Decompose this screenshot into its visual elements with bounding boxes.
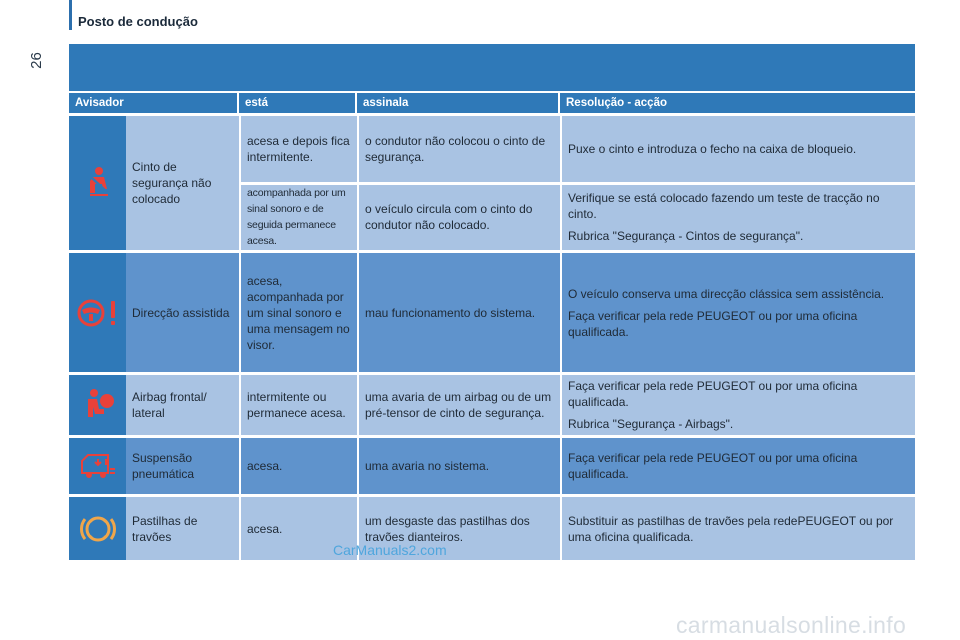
warning-name: Suspensão pneumática xyxy=(126,438,239,494)
watermark-link[interactable]: CarManuals2.com xyxy=(333,542,447,558)
state-cell: acesa. xyxy=(239,497,357,560)
table-header xyxy=(69,93,915,113)
resolution-text: Rubrica "Segurança - Cintos de segurança". xyxy=(568,229,804,244)
warning-name: Airbag frontal/ lateral xyxy=(126,375,239,435)
column-header-assinala: assinala xyxy=(357,93,560,113)
resolution-cell xyxy=(560,253,915,372)
brake-pads-icon xyxy=(69,497,126,560)
warning-name: Direcção assistida xyxy=(126,253,239,372)
state-cell: acompanhada por um sinal sonoro e de seguida permanece acesa. xyxy=(239,185,357,251)
resolution-text: O veículo conserva uma direcção clássica sem assistência. xyxy=(568,286,885,301)
signals-cell: o condutor não colocou o cinto de segurança. xyxy=(357,116,560,182)
power-steering-icon xyxy=(69,253,126,372)
table-row xyxy=(239,375,915,435)
signals-cell: o veículo circula com o cinto do condutor não colocado. xyxy=(357,185,560,251)
resolution-text: Faça verificar pela rede PEUGEOT ou por uma oficina qualificada. xyxy=(568,451,858,481)
resolution-text: Faça verificar pela rede PEUGEOT ou por uma oficina qualificada. xyxy=(568,308,858,339)
signals-cell: um desgaste das pastilhas dos travões dianteiros. xyxy=(357,497,560,560)
resolution-cell xyxy=(560,497,915,560)
table-row-group xyxy=(69,438,915,494)
resolution-text: Substituir as pastilhas de travões pela redePEUGEOT ou por uma oficina qualificada. xyxy=(568,513,894,544)
table-banner xyxy=(69,44,915,91)
table-row-group xyxy=(69,375,915,435)
state-cell: acesa, acompanhada por um sinal sonoro e uma mensagem no visor. xyxy=(239,253,357,372)
resolution-text: Rubrica "Segurança - Airbags". xyxy=(568,417,734,431)
resolution-cell xyxy=(560,185,915,251)
signals-cell: uma avaria de um airbag ou de um pré-tensor de cinto de segurança. xyxy=(357,375,560,435)
table-row-group xyxy=(69,497,915,560)
table-row xyxy=(239,185,915,251)
column-header-avisador: Avisador xyxy=(69,93,239,113)
state-cell: intermitente ou permanece acesa. xyxy=(239,375,357,435)
column-header-resolucao: Resolução - acção xyxy=(566,97,667,109)
column-header-esta: está xyxy=(239,93,357,113)
resolution-cell xyxy=(560,438,915,494)
resolution-cell xyxy=(560,116,915,182)
warning-lights-table xyxy=(69,93,915,560)
header-accent-bar xyxy=(69,0,72,30)
signals-cell: mau funcionamento do sistema. xyxy=(357,253,560,372)
state-cell: acesa e depois fica intermitente. xyxy=(239,116,357,182)
resolution-cell xyxy=(560,375,915,435)
state-cell: acesa. xyxy=(239,438,357,494)
resolution-text: Verifique se está colocado fazendo um teste de tracção no cinto. xyxy=(568,191,880,222)
resolution-text: Faça verificar pela rede PEUGEOT ou por uma oficina qualificada. xyxy=(568,379,858,409)
table-row-group xyxy=(69,116,915,250)
warning-name: Pastilhas de travões xyxy=(126,497,239,560)
section-title: Posto de condução xyxy=(78,14,198,29)
warning-name: Cinto de segurança não colocado xyxy=(126,116,239,250)
resolution-text: Puxe o cinto e introduza o fecho na caixa de bloqueio. xyxy=(568,141,857,156)
page-number: 26 xyxy=(27,52,45,69)
table-row xyxy=(239,253,915,372)
watermark-text: carmanualsonline.info xyxy=(676,612,907,638)
table-row-group xyxy=(69,253,915,372)
table-row xyxy=(239,438,915,494)
signals-cell: uma avaria no sistema. xyxy=(357,438,560,494)
table-row xyxy=(239,116,915,182)
air-suspension-icon xyxy=(69,438,126,494)
seatbelt-icon xyxy=(69,116,126,250)
airbag-icon xyxy=(69,375,126,435)
